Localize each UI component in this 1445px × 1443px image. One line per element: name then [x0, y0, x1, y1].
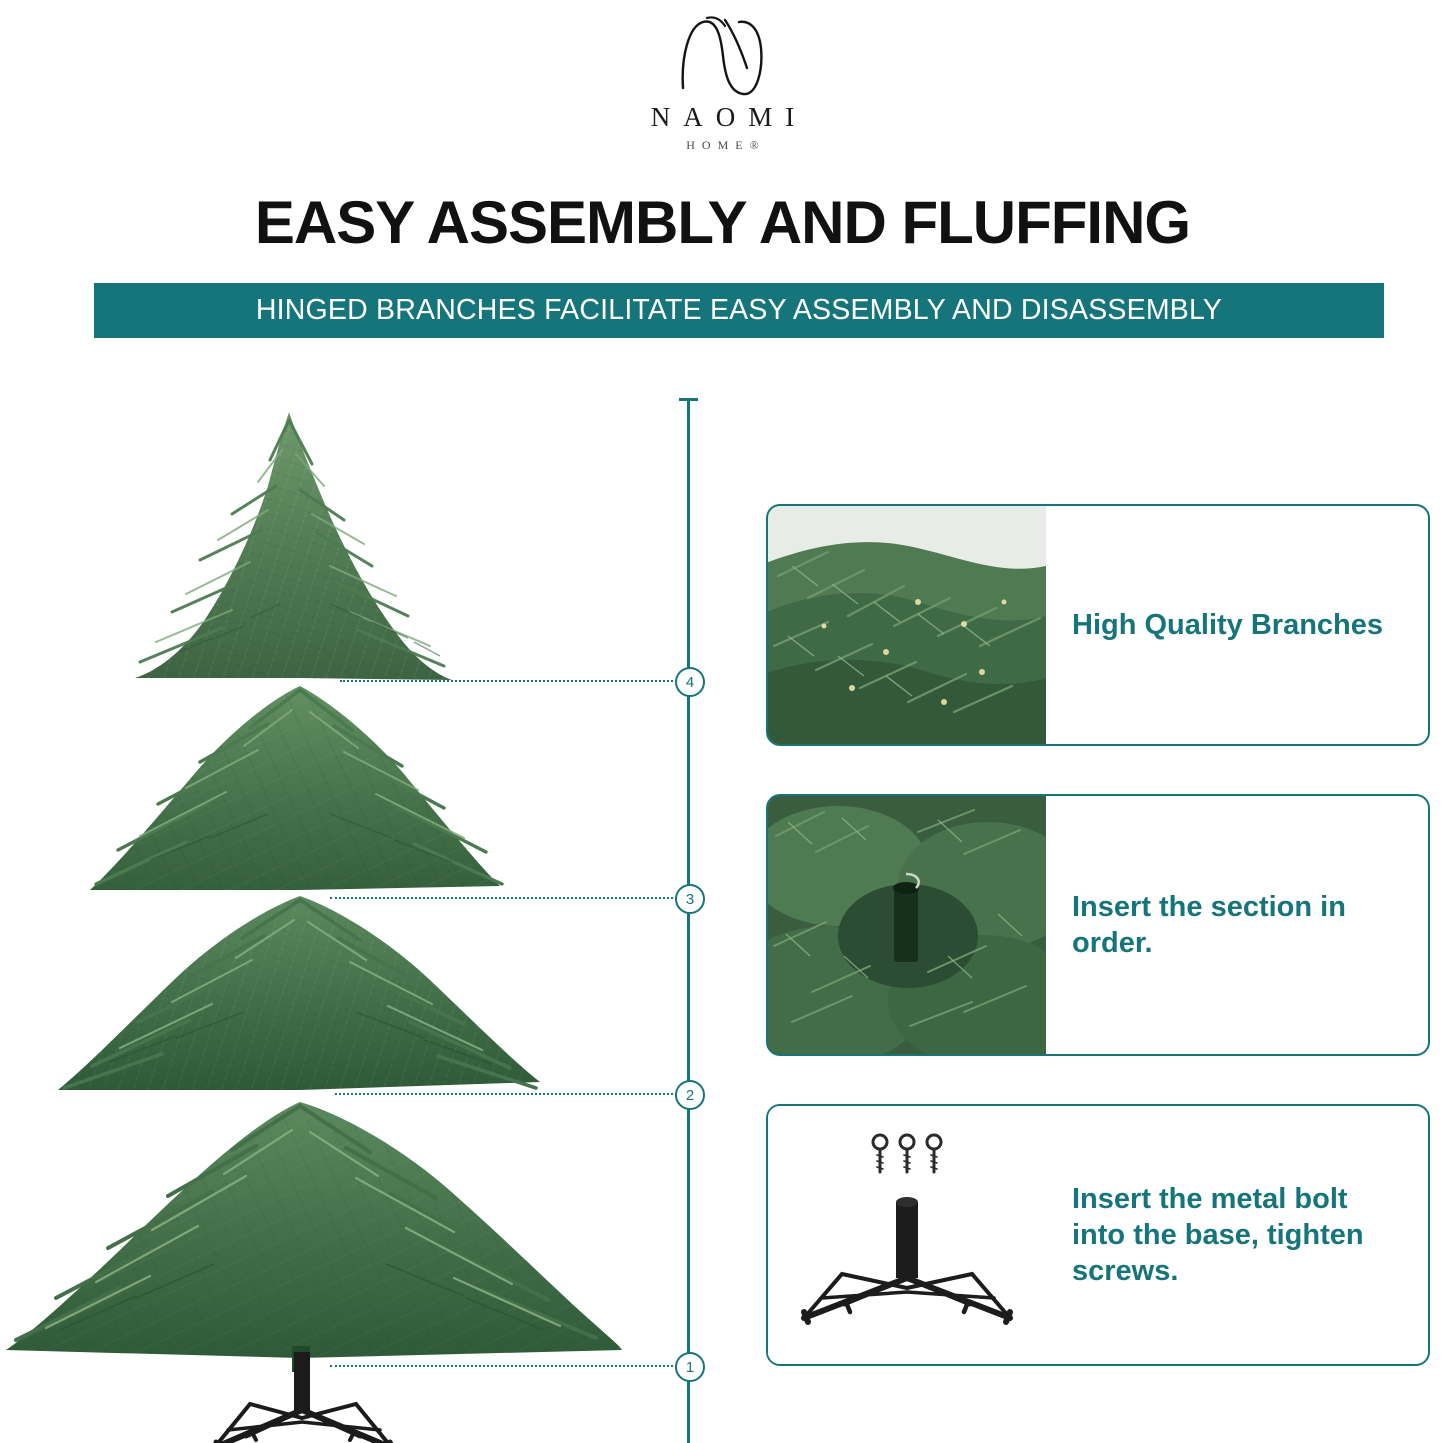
assembly-timeline [687, 398, 690, 1443]
step-marker-2: 2 [675, 1080, 705, 1110]
metal-stand-with-screws-illustration [768, 1106, 1046, 1364]
brand-name: NAOMI [650, 102, 808, 132]
subtitle-bar [94, 283, 1384, 338]
feature-card-branches [766, 504, 1430, 746]
feature-card-label: High Quality Branches [1072, 608, 1384, 641]
page-title: EASY ASSEMBLY AND FLUFFING [254, 189, 1191, 256]
hinge-photo-art [768, 796, 1046, 1054]
subtitle-text: HINGED BRANCHES FACILITATE EASY ASSEMBLY AND DISASSEMBLY [255, 294, 1223, 326]
feature-card-label: Insert the section in order. [1072, 890, 1346, 959]
leader-line-3 [330, 897, 673, 899]
assembly-diagram [0, 390, 720, 1443]
feature-card-text-wrap [1046, 506, 1428, 744]
leader-line-4 [340, 680, 673, 682]
brand-logo [0, 10, 1445, 153]
tree-section-3 [90, 686, 502, 890]
tree-branch-closeup-photo [768, 506, 1046, 744]
step-marker-4: 4 [675, 667, 705, 697]
branch-photo-art [768, 506, 1046, 744]
feature-card-metal-bolt [766, 1104, 1430, 1366]
feature-card-text-wrap [1046, 796, 1428, 1054]
brand-sub: HOME® [686, 138, 766, 152]
feature-card-label: Insert the metal bolt into the base, tighten screws. [1072, 1182, 1364, 1288]
feature-card-text-wrap [1046, 1106, 1428, 1364]
tree-section-2 [58, 896, 540, 1090]
leader-line-1 [330, 1365, 673, 1367]
tree-sections-illustration [0, 390, 720, 1443]
leader-line-2 [335, 1093, 673, 1095]
feature-card-insert-section [766, 794, 1430, 1056]
step-marker-3: 3 [675, 884, 705, 914]
naomi-script-logo-icon [663, 10, 783, 100]
tree-section-4 [135, 412, 452, 680]
step-marker-1: 1 [675, 1352, 705, 1382]
stand-illustration-art [768, 1106, 1046, 1364]
tree-section-1 [6, 1102, 622, 1372]
tree-section-hinge-photo [768, 796, 1046, 1054]
